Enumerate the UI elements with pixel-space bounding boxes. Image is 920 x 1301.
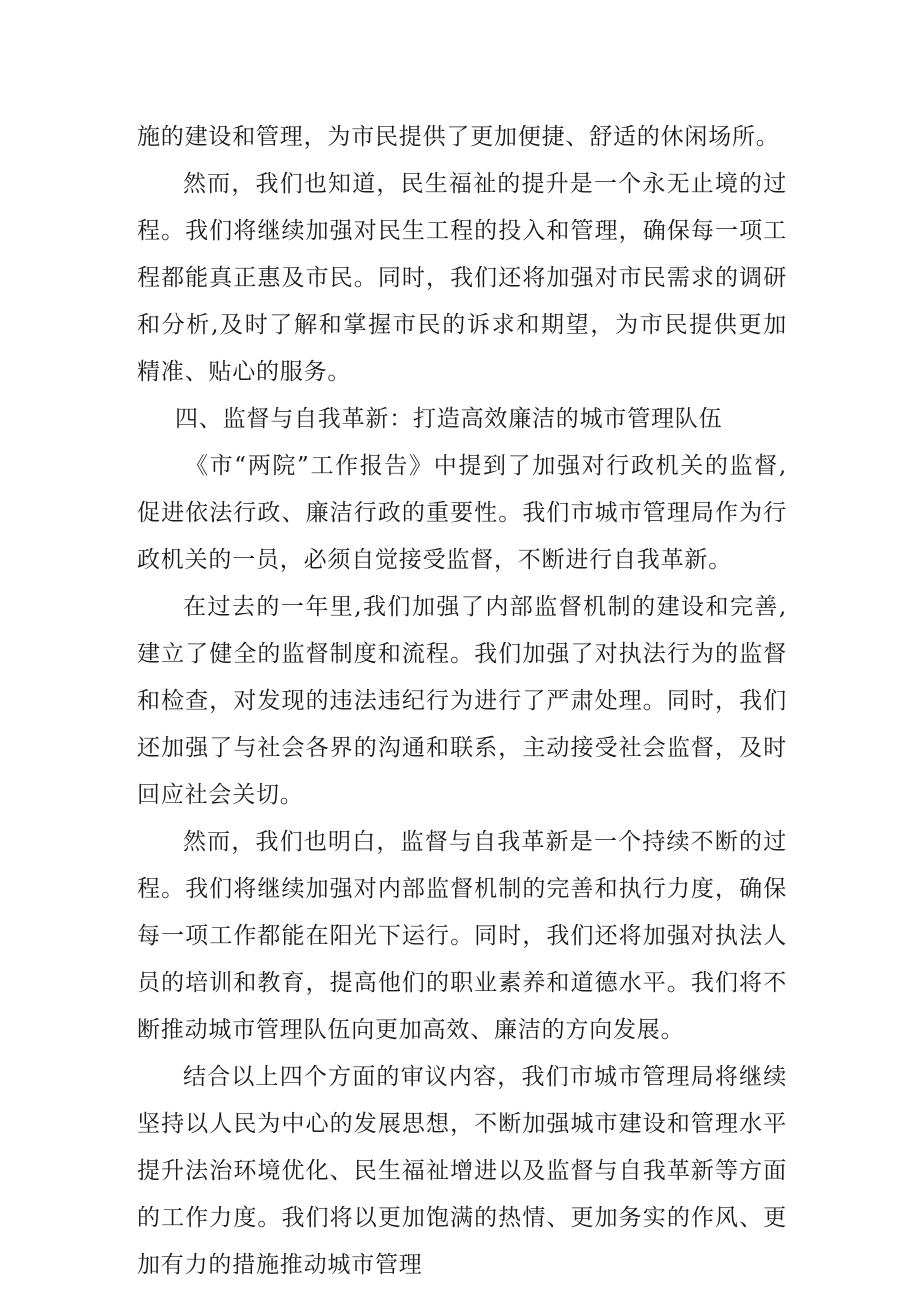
paragraph-past-year: 在过去的一年里,我们加强了内部监督机制的建设和完善,建立了健全的监督制度和流程。我们加强了对执法行为的监督和检查，对发现的违法违纪行为进行了严肃处理。同时，我们还加强了与社会各界的沟通和联系，主动接受社会监督，及时回应社会关切。 bbox=[137, 594, 787, 808]
section-heading-supervision: 四、监督与自我革新：打造高效廉洁的城市管理队伍 bbox=[175, 406, 723, 432]
paragraph-livelihood-outlook: 然而，我们也知道，民生福祉的提升是一个永无止境的过程。我们将继续加强对民生工程的投入和管理，确保每一项工程都能真正惠及市民。同时，我们还将加强对市民需求的调研和分析,及时了解和掌握市民的诉求和期望，为市民提供更加精准、贴心的服务。 bbox=[137, 171, 787, 385]
paragraph-continuation: 施的建设和管理，为市民提供了更加便捷、舒适的休闲场所。 bbox=[137, 124, 780, 150]
paragraph-continuous-process: 然而，我们也明白，监督与自我革新是一个持续不断的过程。我们将继续加强对内部监督机制的完善和执行力度，确保每一项工作都能在阳光下运行。同时，我们还将加强对执法人员的培训和教育，提高他们的职业素养和道德水平。我们将不断推动城市管理队伍向更加高效、廉洁的方向发展。 bbox=[137, 829, 787, 1043]
document-body bbox=[137, 114, 787, 1289]
paragraph-report-reference: 《市“两院”工作报告》中提到了加强对行政机关的监督,促进依法行政、廉洁行政的重要性。我们市城市管理局作为行政机关的一员，必须自觉接受监督，不断进行自我革新。 bbox=[137, 453, 787, 573]
paragraph-conclusion: 结合以上四个方面的审议内容，我们市城市管理局将继续坚持以人民为中心的发展思想，不断加强城市建设和管理水平提升法治环境优化、民生福祉增进以及监督与自我革新等方面的工作力度。我们将以更加饱满的热情、更加务实的作风、更加有力的措施推动城市管理 bbox=[137, 1064, 787, 1278]
